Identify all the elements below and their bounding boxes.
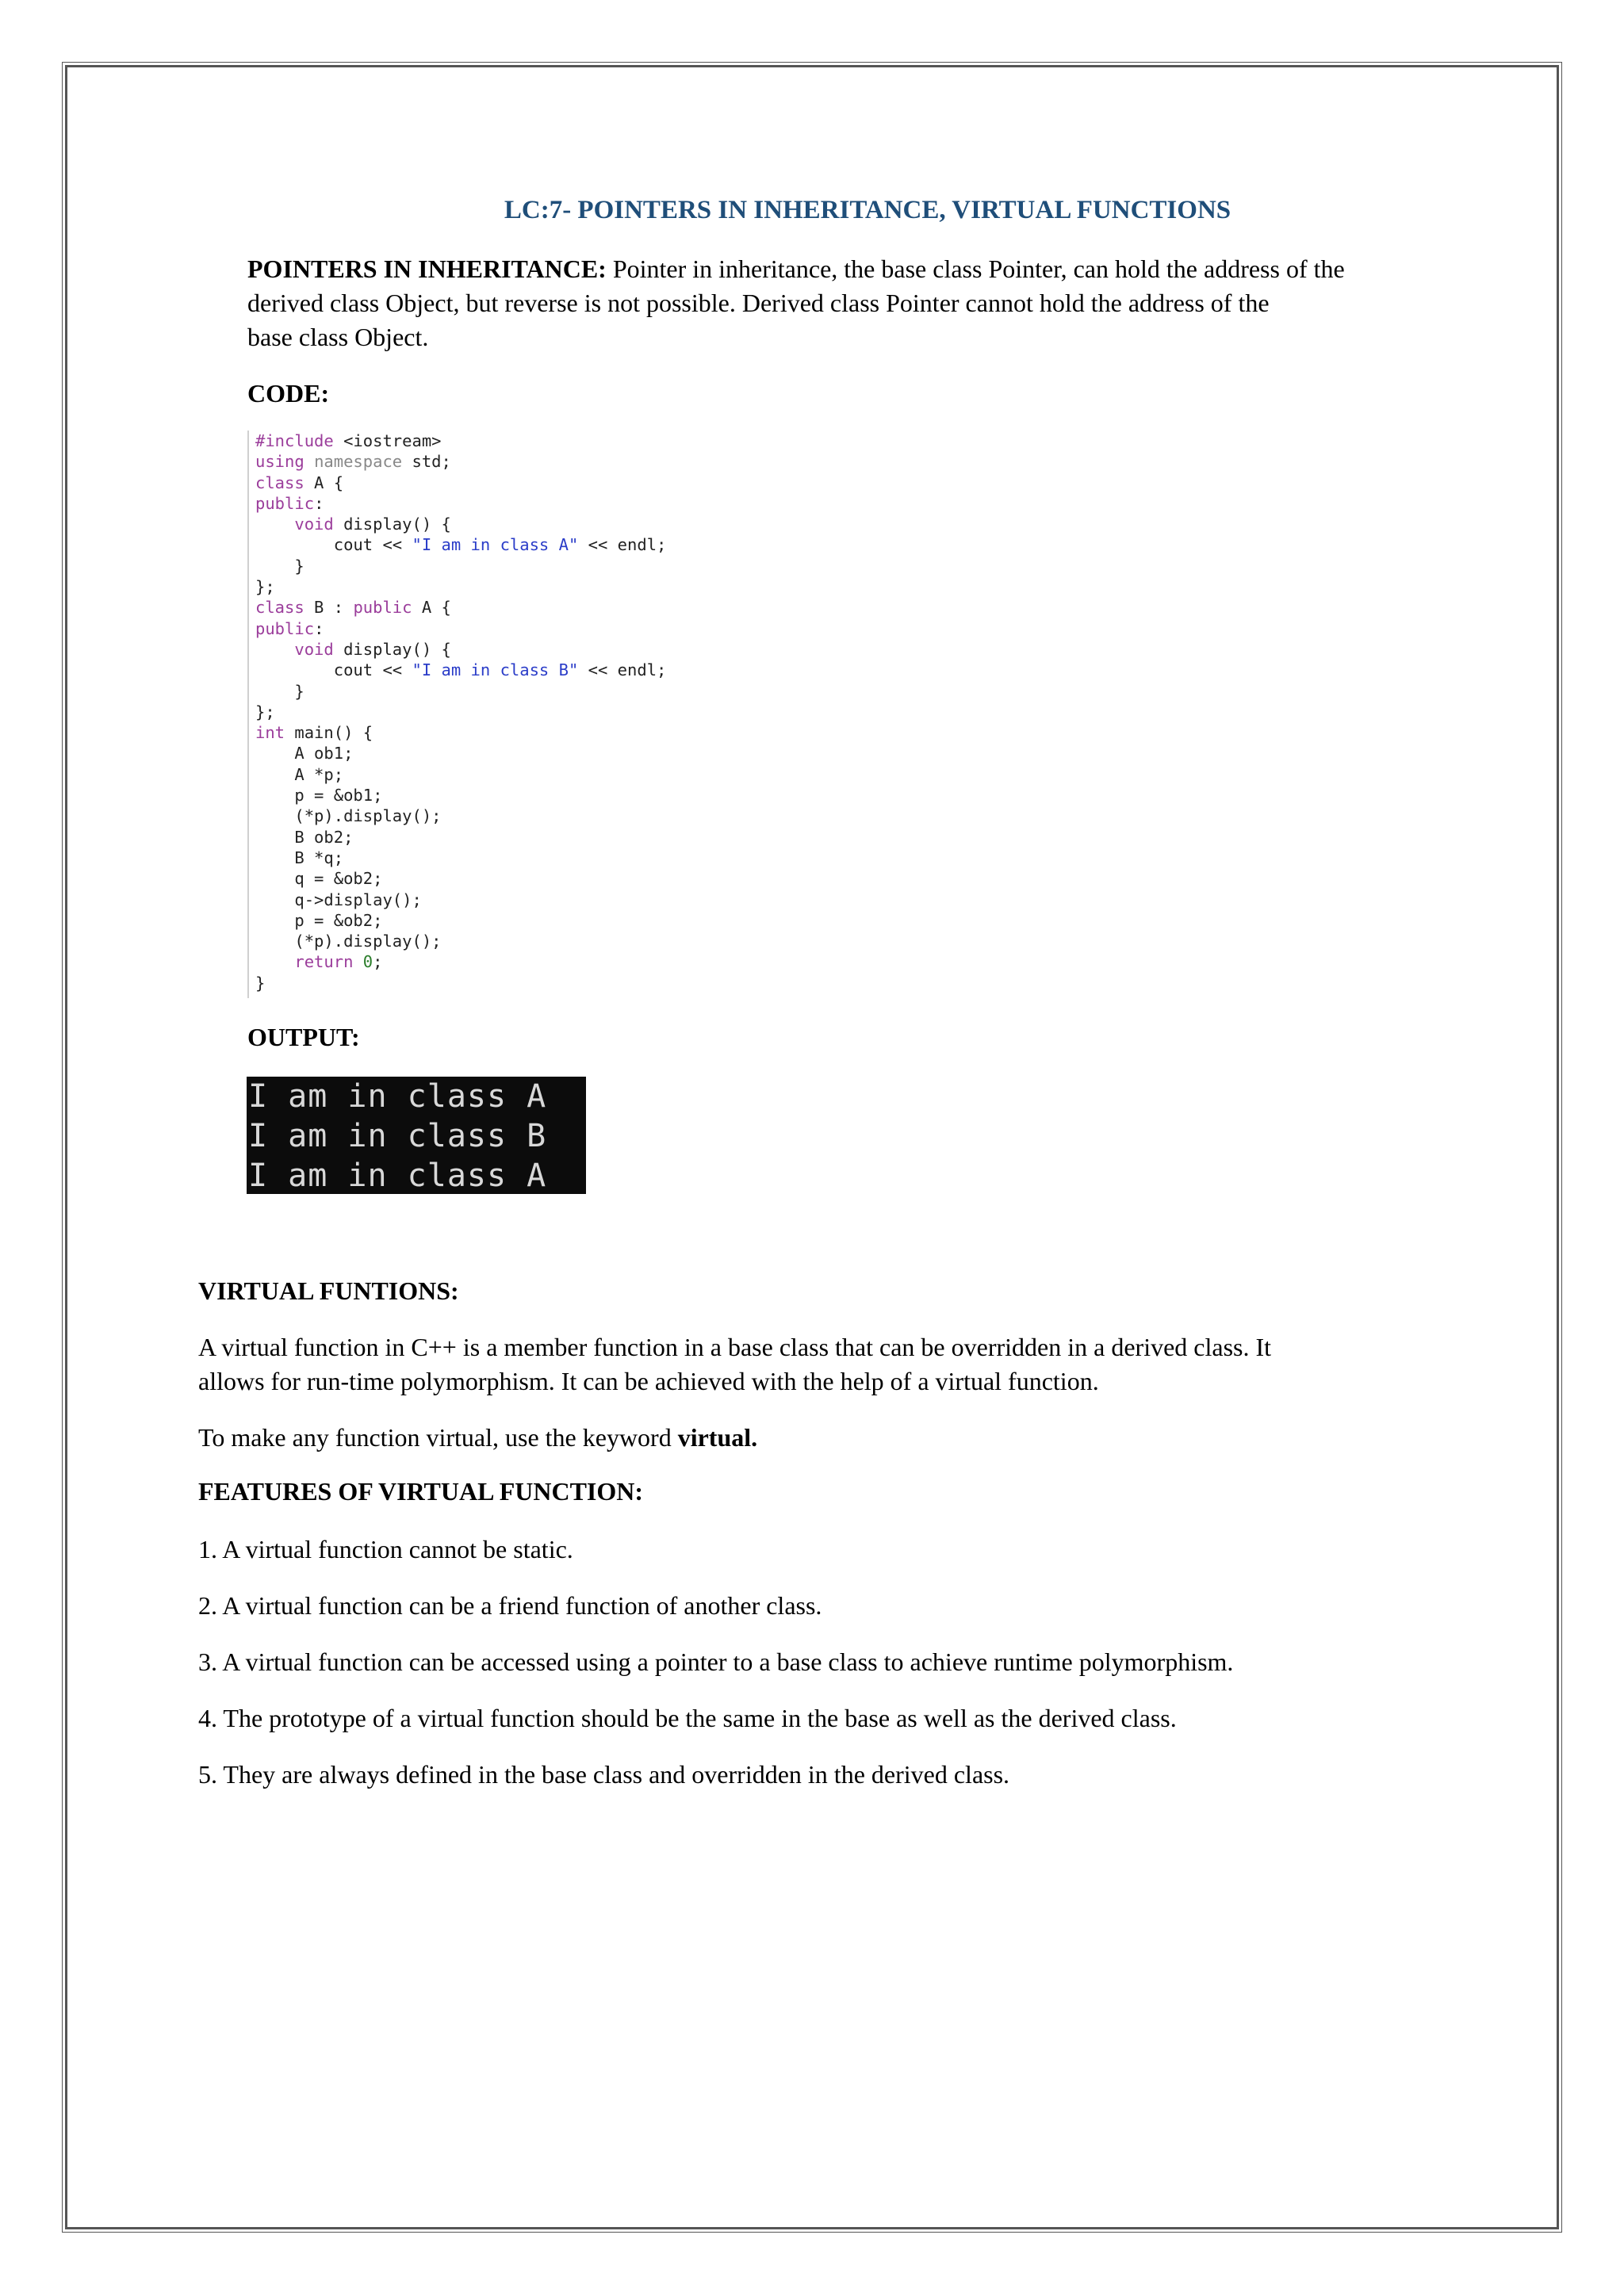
features-heading: FEATURES OF VIRTUAL FUNCTION: [198, 1477, 644, 1506]
code-line: q->display(); [255, 890, 422, 909]
code-line: (*p).display(); [255, 932, 442, 951]
virtual-keyword-text: To make any function virtual, use the keyword [198, 1423, 678, 1452]
virtual-paragraph-line-1: A virtual function in C++ is a member function in a base class that can be overridden in a derived class. It [198, 1333, 1272, 1361]
console-line: I am in class A [248, 1078, 547, 1115]
code-line: p = &ob1; [255, 786, 383, 806]
code-line: } [255, 681, 304, 701]
code-line: } [255, 973, 266, 993]
console-line: I am in class A [248, 1158, 547, 1194]
code-line: class A { [255, 473, 344, 492]
pointers-paragraph-line-1 [247, 252, 1345, 286]
code-line: B ob2; [255, 827, 354, 847]
output-heading: OUTPUT: [247, 1023, 360, 1051]
page-title: LC:7- POINTERS IN INHERITANCE, VIRTUAL FUNCTIONS [504, 196, 1231, 224]
code-line: A *p; [255, 764, 344, 784]
feature-item: 5. They are always defined in the base class and overridden in the derived class. [198, 1760, 1010, 1789]
pointers-paragraph-line-3: base class Object. [247, 323, 429, 351]
code-line: void display() { [294, 639, 451, 659]
code-line: (*p).display(); [255, 806, 442, 826]
code-heading: CODE: [247, 379, 330, 408]
code-line: cout << "I am in class B" << endl; [255, 660, 667, 680]
virtual-functions-heading: VIRTUAL FUNTIONS: [198, 1276, 459, 1305]
code-line: A ob1; [255, 744, 354, 763]
code-line: return 0; [294, 952, 383, 972]
code-line: } [255, 556, 304, 576]
virtual-keyword-paragraph [198, 1421, 757, 1455]
code-line: void display() { [294, 515, 451, 534]
code-line: q = &ob2; [255, 869, 383, 889]
code-line: int main() { [255, 723, 373, 743]
code-line: class B : public A { [255, 598, 451, 618]
code-line: cout << "I am in class A" << endl; [255, 535, 667, 555]
code-line: }; [255, 702, 275, 721]
feature-item: 4. The prototype of a virtual function should be the same in the base as well as the derived class. [198, 1704, 1177, 1732]
code-listing-image [247, 430, 691, 998]
code-line: public: [255, 493, 324, 513]
code-line: }; [255, 577, 275, 597]
feature-item: 1. A virtual function cannot be static. [198, 1535, 573, 1563]
pointers-paragraph-line-2: derived class Object, but reverse is not possible. Derived class Pointer cannot hold the address of the [247, 289, 1270, 317]
pointers-text-1: Pointer in inheritance, the base class Pointer, can hold the address of the [606, 254, 1345, 283]
code-line: #include <iostream> [255, 431, 442, 450]
code-line: p = &ob2; [255, 910, 383, 930]
pointers-heading: POINTERS IN INHERITANCE: [247, 254, 607, 283]
code-line: public: [255, 618, 324, 638]
console-output-image [247, 1077, 586, 1194]
console-line: I am in class B [248, 1118, 547, 1154]
virtual-keyword: virtual. [677, 1423, 758, 1452]
feature-item: 2. A virtual function can be a friend function of another class. [198, 1591, 822, 1620]
virtual-paragraph-line-2: allows for run-time polymorphism. It can be achieved with the help of a virtual function. [198, 1367, 1099, 1395]
feature-item: 3. A virtual function can be accessed using a pointer to a base class to achieve runtime polymorphism. [198, 1647, 1234, 1676]
code-line: B *q; [255, 848, 344, 867]
code-line: using namespace std; [255, 452, 451, 472]
